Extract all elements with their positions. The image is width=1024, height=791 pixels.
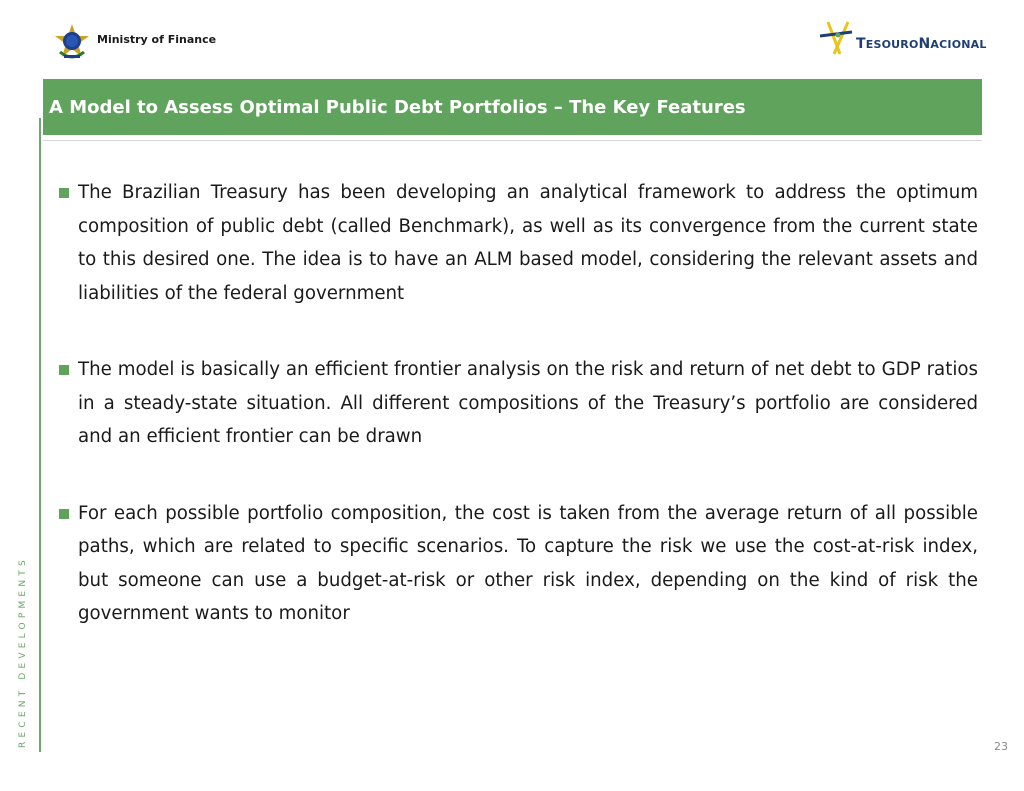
- left-accent-rule: [39, 118, 41, 752]
- square-bullet-icon: [59, 188, 69, 198]
- bullet-item: [56, 176, 978, 310]
- tesouro-nacional-mark-icon: [818, 18, 858, 58]
- page-number: 23: [994, 740, 1008, 753]
- bullet-text: For each possible portfolio composition, the cost is taken from the average return of all possible paths, which are related to specific scenarios. To capture the risk we use the cost-at-risk index, but someone can use a budget-at-risk or other risk index, depending on the kind of risk the government wants to monitor: [78, 502, 978, 624]
- bullet-item: [56, 497, 978, 631]
- slide-header: [0, 0, 1024, 78]
- square-bullet-icon: [59, 509, 69, 519]
- section-side-label: RECENT DEVELOPMENTS: [18, 556, 28, 748]
- bullet-text: The Brazilian Treasury has been developing an analytical framework to address the optimum composition of public debt (called Benchmark), as well as its convergence from the current state to this desired one. The idea is to have an ALM based model, considering the relevant assets and liabilities of the federal government: [78, 182, 978, 304]
- bullet-item: [56, 353, 978, 454]
- bullet-text: The model is basically an efficient frontier analysis on the risk and return of net debt to GDP ratios in a steady-state situation. All different compositions of the Treasury’s portfolio are considered and an efficient frontier can be drawn: [78, 359, 978, 447]
- brazil-coat-of-arms-icon: [52, 22, 92, 62]
- tesouro-nacional-logo: [818, 18, 987, 58]
- square-bullet-icon: [59, 365, 69, 375]
- title-bar: [43, 79, 982, 135]
- title-divider: [43, 140, 982, 141]
- bullet-list: [56, 176, 978, 631]
- ministry-label: Ministry of Finance: [97, 33, 217, 46]
- slide-title: A Model to Assess Optimal Public Debt Portfolios – The Key Features: [49, 97, 746, 118]
- tesouro-nacional-wordmark: TESOURONACIONAL: [856, 36, 987, 52]
